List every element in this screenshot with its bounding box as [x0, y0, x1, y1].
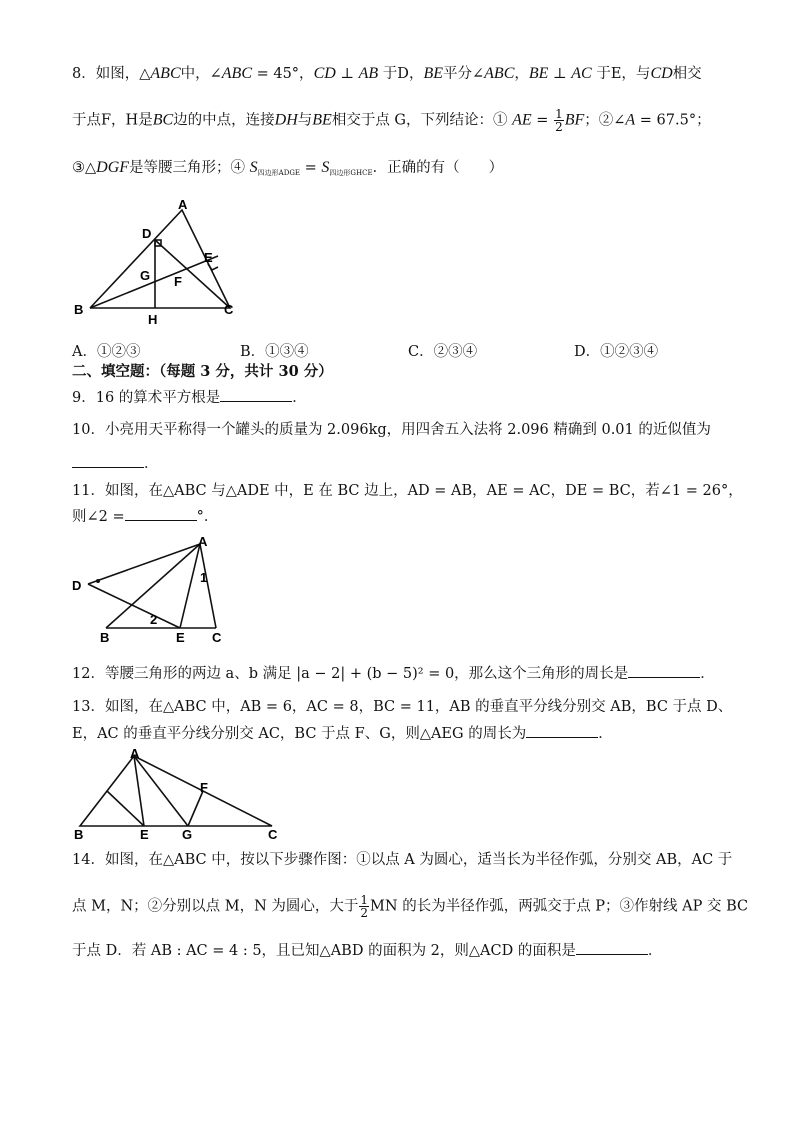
- fig13-label-g: G: [182, 827, 193, 842]
- option-a[interactable]: A．①②③: [72, 344, 141, 360]
- fig8-label-b: B: [74, 302, 84, 317]
- fraction-half: $\frac{1}{2}$: [360, 893, 369, 920]
- fig11-label-2: 2: [150, 612, 158, 627]
- fig8-label-c: C: [224, 302, 234, 317]
- fig8-label-d: D: [142, 226, 152, 241]
- q8-line2: 于点F，H是BC边的中点，连接DH与BE相交于点 G，下列结论：① AE = $\frac{1}{2}$ BF；②∠A = 67.5°；: [72, 107, 711, 134]
- fig11-label-c: C: [212, 630, 222, 645]
- fig11-label-a: A: [198, 534, 208, 549]
- q13-answer-blank[interactable]: [526, 723, 598, 738]
- q11-line1: 11．如图，在△ABC 与△ADE 中，E 在 BC 边上，AD = AB，AE = AC，DE = BC，若∠1 = 26°，: [72, 483, 743, 499]
- q9-answer-blank[interactable]: [220, 387, 292, 402]
- q10-line1: 10．小亮用天平称得一个罐头的质量为 2.096kg，用四舍五入法将 2.096 精确到 0.01 的近似值为: [72, 422, 711, 438]
- fig13-label-b: B: [74, 827, 84, 842]
- q14-line1: 14．如图，在△ABC 中，按以下步骤作图：①以点 A 为圆心，适当长为半径作弧，分别交 AB，AC 于: [72, 852, 733, 868]
- option-d[interactable]: D．①②③④: [574, 344, 659, 360]
- q8-line3: ③△DGF是等腰三角形；④ $S_{四边形ADGE} = S_{四边形GHCE}$．正确的有（ ）: [72, 159, 504, 177]
- fig8-label-f: F: [174, 274, 182, 289]
- q8-line1: 8．如图，△ABC中，∠ABC = 45°，CD ⊥ AB 于D，BE平分∠ABC，BE ⊥ AC 于E，与CD相交: [72, 65, 702, 82]
- fig13-label-e: E: [140, 827, 149, 842]
- q9: 9．16 的算术平方根是 ．: [72, 387, 307, 408]
- q10-answer-blank[interactable]: [72, 453, 144, 468]
- fig8-label-h: H: [148, 312, 158, 327]
- q14-line3: 于点 D．若 AB : AC = 4 : 5，且已知△ABD 的面积为 2，则△ACD 的面积是 ．: [72, 940, 662, 961]
- section-heading: 二、填空题：（每题 3 分，共计 30 分）: [72, 363, 333, 380]
- fig8-label-e: E: [204, 250, 213, 265]
- fig13-label-c: C: [268, 827, 278, 842]
- fig11-label-1: 1: [200, 570, 208, 585]
- fig11-label-e: E: [176, 630, 185, 645]
- fraction-half: $\frac{1}{2}$: [555, 107, 563, 134]
- q14-answer-blank[interactable]: [576, 940, 648, 955]
- q13-line2: E，AC 的垂直平分线分别交 AC，BC 于点 F、G，则△AEG 的周长为 ．: [72, 723, 613, 744]
- q12: 12．等腰三角形的两边 a、b 满足 |a − 2| + (b − 5)² = 0，那么这个三角形的周长是 ．: [72, 663, 715, 684]
- option-b[interactable]: B．①③④: [240, 344, 309, 360]
- q8-figure: [70, 196, 250, 328]
- fig11-label-d: D: [72, 578, 82, 593]
- fig13-label-f: F: [200, 780, 208, 795]
- q11-figure: [68, 534, 238, 648]
- q11-answer-blank[interactable]: [125, 506, 197, 521]
- option-c[interactable]: C．②③④: [408, 344, 478, 360]
- q11-line2: 则∠2 = °．: [72, 506, 218, 527]
- fig11-label-b: B: [100, 630, 110, 645]
- fig8-label-a: A: [178, 197, 188, 212]
- q13-line1: 13．如图，在△ABC 中，AB = 6，AC = 8，BC = 11，AB 的垂直平分线分别交 AB，BC 于点 D、: [72, 699, 733, 715]
- q12-answer-blank[interactable]: [628, 663, 700, 678]
- q14-line2: 点 M，N；②分别以点 M，N 为圆心，大于 $\frac{1}{2}$ MN 的长为半径作弧，两弧交于点 P；③作射线 AP 交 BC: [72, 893, 749, 920]
- fig8-label-g: G: [140, 268, 151, 283]
- q10-line2: ．: [72, 453, 159, 474]
- q13-figure: [72, 746, 292, 842]
- fig13-label-a: A: [130, 746, 140, 761]
